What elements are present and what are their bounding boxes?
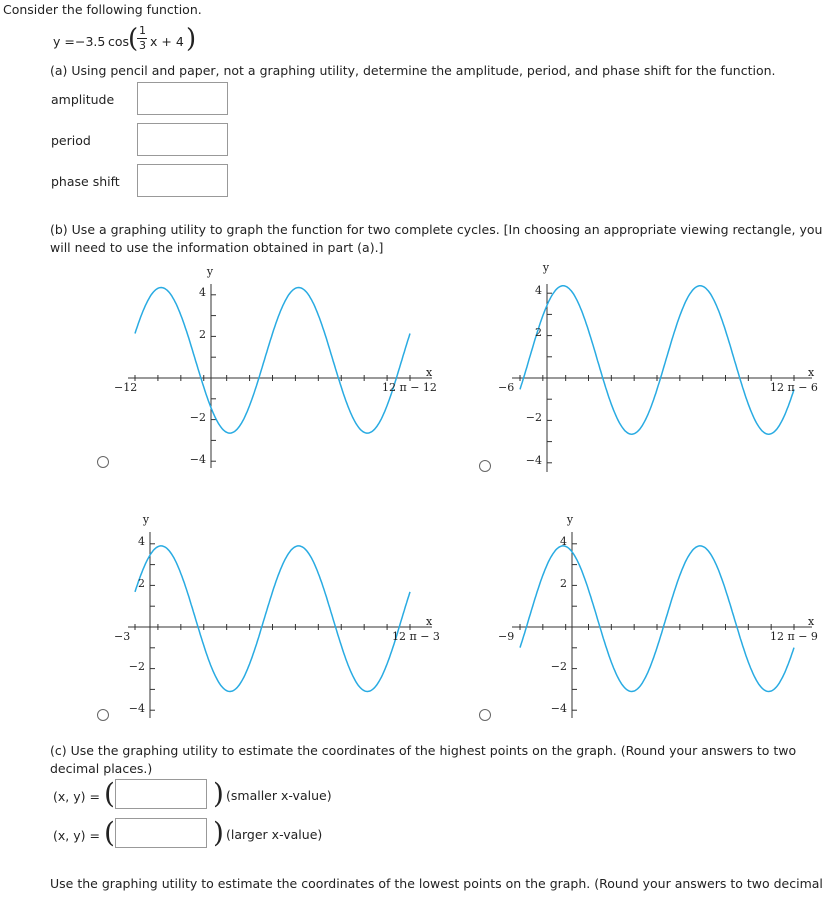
equation-lhs: y = (53, 34, 75, 49)
cosine-curve (135, 288, 410, 434)
x-min-label: −6 (498, 381, 515, 394)
x-max-label: 12 π − 6 (770, 381, 818, 394)
y-tick-label-2: 2 (535, 326, 542, 339)
part-b-prompt-line2: will need to use the information obtained in part (a).] (50, 240, 384, 255)
x-min-label: −3 (114, 630, 131, 643)
y-tick-label-neg4: −4 (525, 454, 542, 467)
period-label: period (51, 133, 91, 148)
graph-option-2[interactable] (482, 258, 826, 472)
equation-func: cos (108, 34, 130, 49)
y-tick-label-neg2: −2 (189, 411, 206, 424)
x-axis-label: x (426, 615, 433, 628)
y-tick-label-4: 4 (560, 535, 567, 548)
y-tick-label-neg4: −4 (128, 702, 145, 715)
equation-rest: x + 4 (150, 34, 184, 49)
phase-shift-input[interactable] (137, 164, 228, 197)
equation-frac-num: 1 (139, 24, 146, 37)
y-tick-label-2: 2 (138, 577, 145, 590)
y-tick-label-4: 4 (199, 286, 206, 299)
y-tick-label-4: 4 (138, 535, 145, 548)
equation-coefficient: −3.5 (75, 34, 106, 49)
x-min-label: −9 (498, 630, 515, 643)
y-axis-label: y (542, 261, 550, 274)
cosine-curve (135, 546, 410, 692)
highest-point-2-lhs: (x, y) = (53, 828, 100, 843)
x-axis-label: x (808, 366, 815, 379)
y-axis-label: y (206, 265, 214, 278)
graph-option-3[interactable] (100, 508, 460, 718)
graph-option-4[interactable] (482, 508, 826, 718)
y-tick-label-neg4: −4 (550, 702, 567, 715)
x-min-label: −12 (114, 381, 138, 394)
x-max-label: 12 π − 3 (392, 630, 440, 643)
highest-point-smaller-x-input[interactable] (115, 779, 207, 809)
y-tick-label-4: 4 (535, 284, 542, 297)
x-max-label: 12 π − 12 (382, 381, 437, 394)
highest-point-2-open-paren: ( (104, 816, 115, 849)
part-a-prompt: (a) Using pencil and paper, not a graphing utility, determine the amplitude, period, and phase shift for the function. (50, 63, 776, 78)
equation-frac-den: 3 (139, 39, 146, 52)
y-tick-label-2: 2 (560, 577, 567, 590)
highest-point-2-close-paren: ) (213, 816, 224, 849)
highest-point-1-open-paren: ( (104, 777, 115, 810)
period-input[interactable] (137, 123, 228, 156)
intro-text: Consider the following function. (3, 2, 202, 17)
highest-point-1-close-paren: ) (213, 777, 224, 810)
y-tick-label-neg2: −2 (550, 660, 567, 673)
equation-close-paren: ) (186, 24, 197, 54)
larger-x-note: (larger x-value) (226, 827, 323, 842)
y-tick-label-neg2: −2 (128, 660, 145, 673)
phase-shift-label: phase shift (51, 174, 120, 189)
x-axis-label: x (808, 615, 815, 628)
y-axis-label: y (566, 513, 574, 526)
equation-open-paren: ( (128, 24, 139, 54)
y-tick-label-2: 2 (199, 328, 206, 341)
smaller-x-note: (smaller x-value) (226, 788, 332, 803)
highest-point-1-lhs: (x, y) = (53, 789, 100, 804)
x-axis-label: x (426, 366, 433, 379)
part-c-prompt-line2: decimal places.) (50, 761, 153, 776)
lowest-points-prompt: Use the graphing utility to estimate the coordinates of the lowest points on the graph. (Round your answers to two decimal (50, 876, 823, 891)
graph-option-1[interactable] (100, 258, 460, 468)
part-b-prompt-line1: (b) Use a graphing utility to graph the function for two complete cycles. [In choosing an appropriate viewing rectangle, you (50, 222, 823, 237)
x-max-label: 12 π − 9 (770, 630, 818, 643)
y-axis-label: y (142, 513, 150, 526)
part-c-prompt-line1: (c) Use the graphing utility to estimate the coordinates of the highest points on the graph. (Round your answers to two (50, 743, 797, 758)
highest-point-larger-x-input[interactable] (115, 818, 207, 848)
amplitude-input[interactable] (137, 82, 228, 115)
y-tick-label-neg2: −2 (525, 411, 542, 424)
y-tick-label-neg4: −4 (189, 453, 206, 466)
amplitude-label: amplitude (51, 92, 115, 107)
cosine-curve (520, 286, 794, 434)
